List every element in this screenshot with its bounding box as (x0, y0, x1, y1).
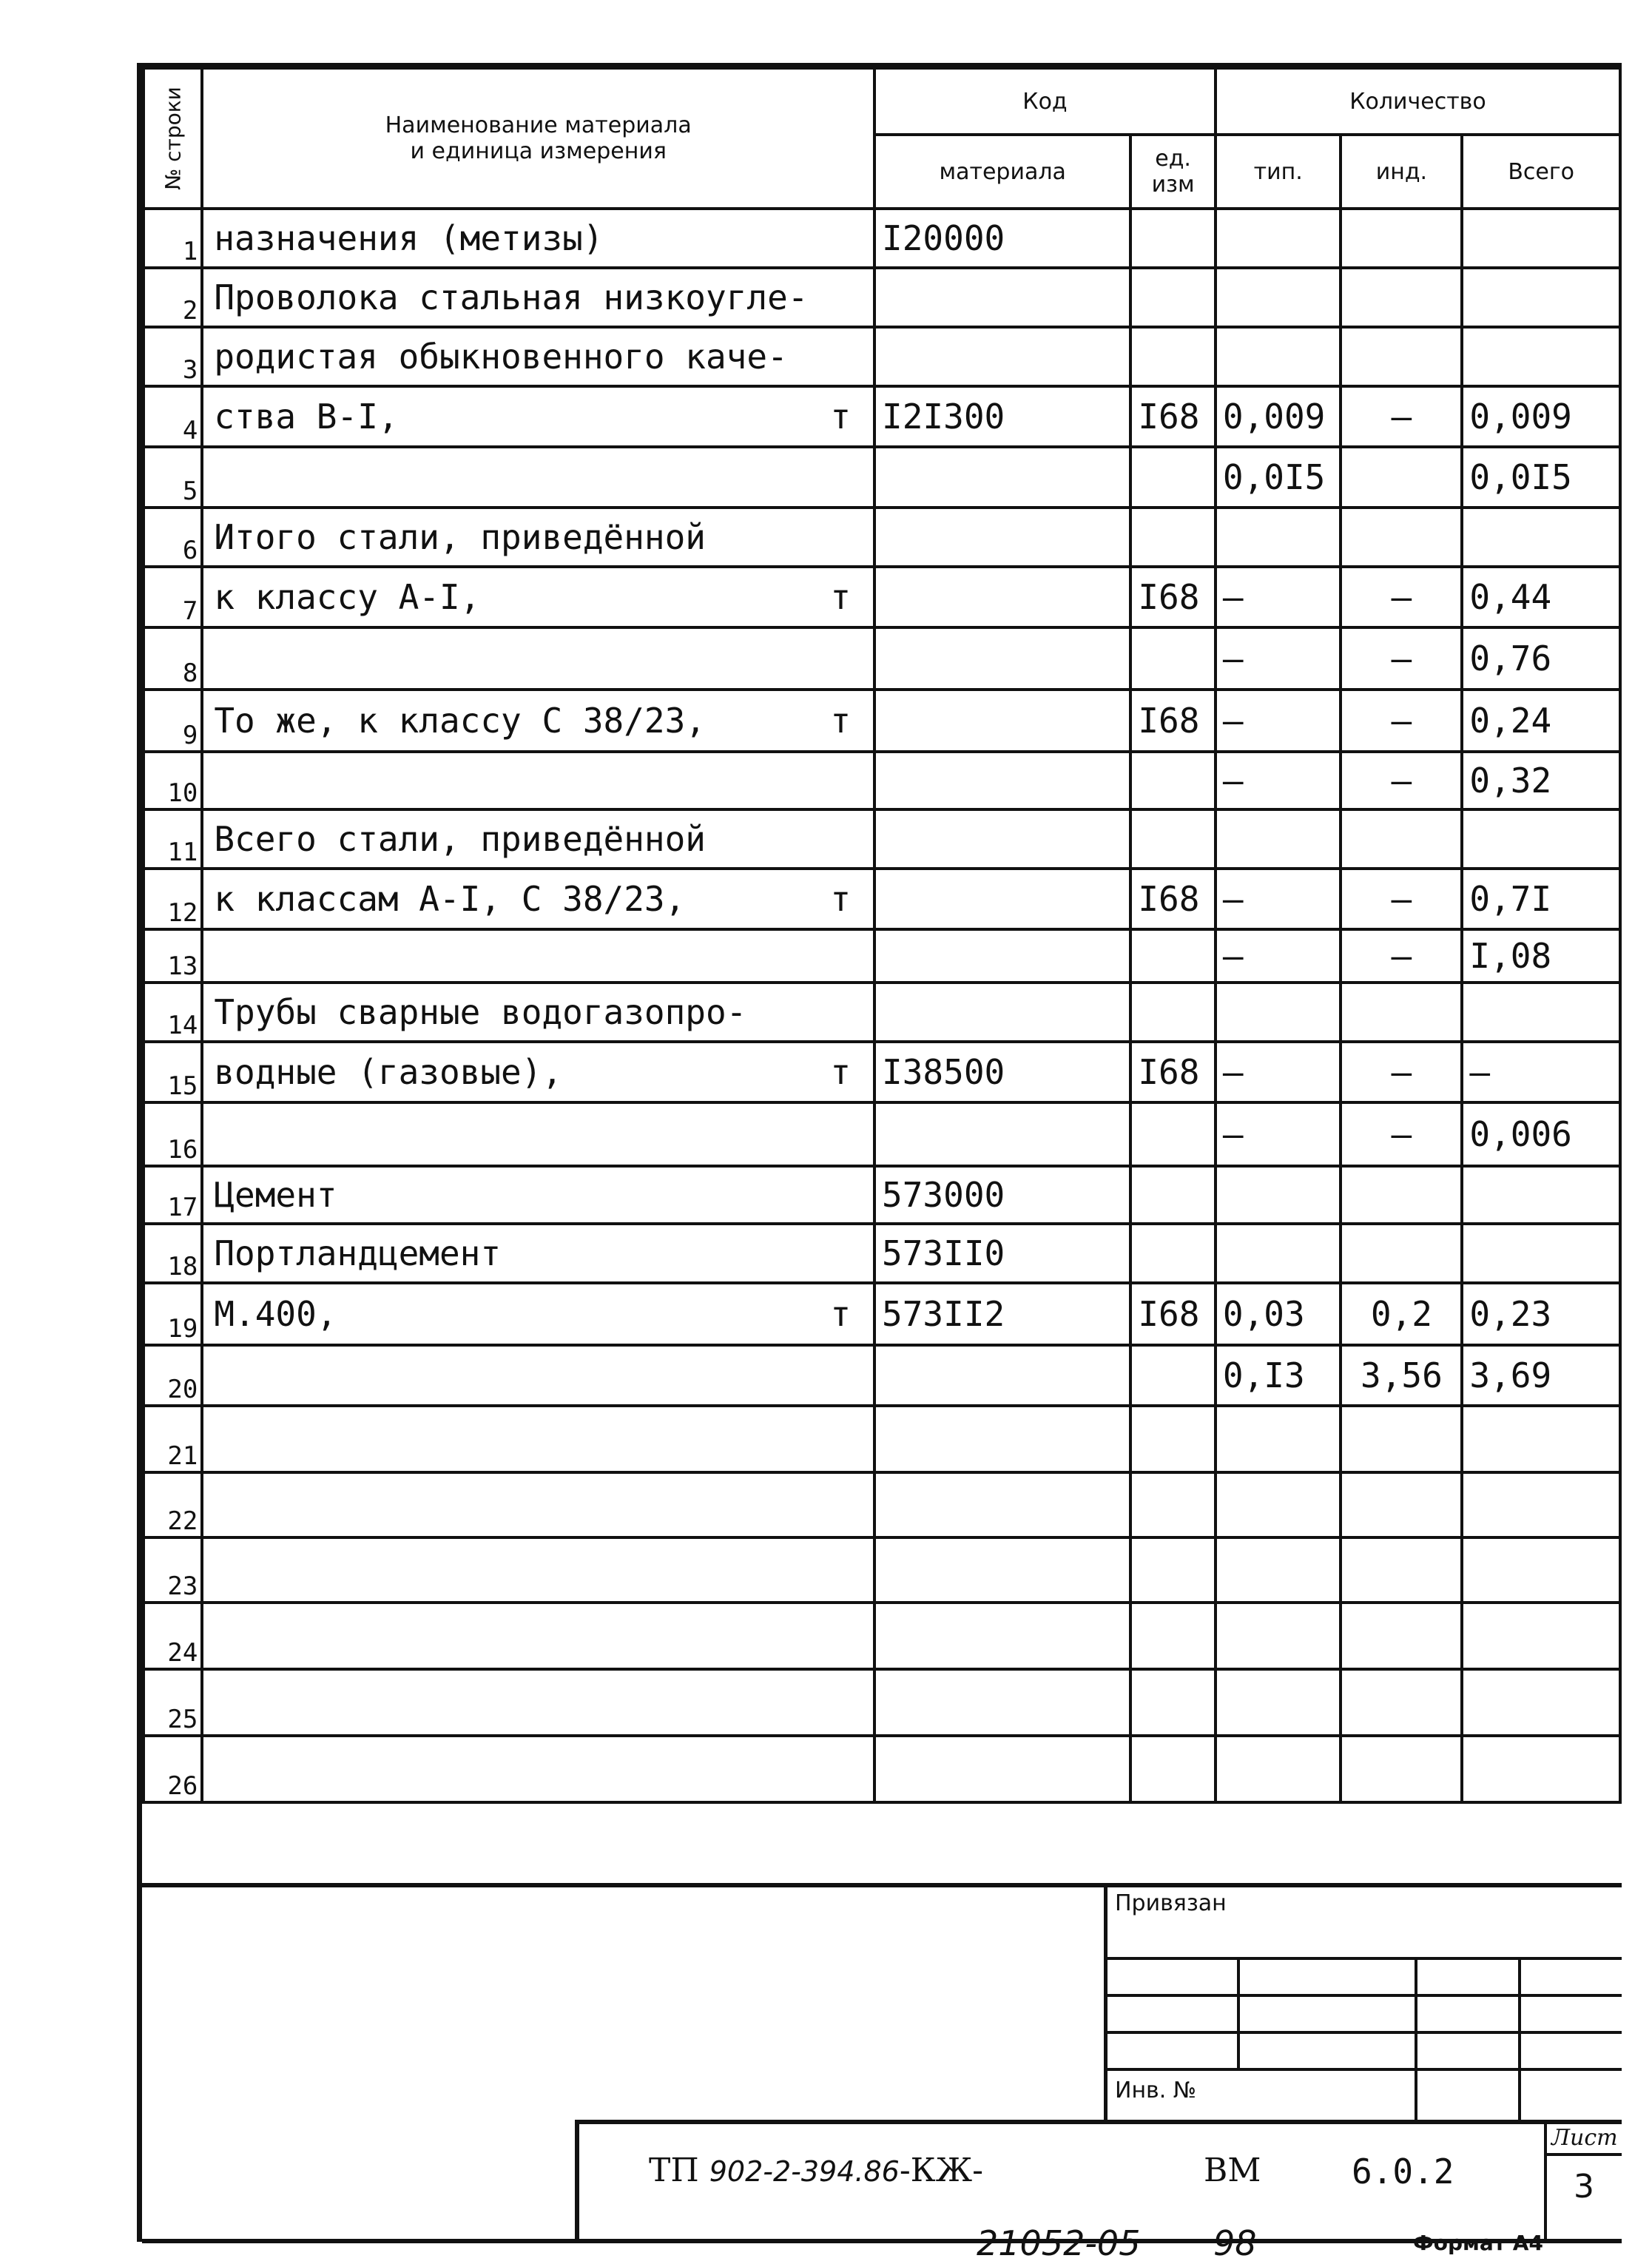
row-number: 12 (144, 869, 202, 929)
material-name: Итого стали, приведённой (214, 517, 706, 557)
material-code (874, 1736, 1130, 1802)
unit-code (1130, 1669, 1216, 1736)
qty-typ (1216, 268, 1341, 327)
material-code (874, 1669, 1130, 1736)
row-number: 18 (144, 1224, 202, 1283)
material-name-cell (202, 1537, 874, 1603)
doc-type: ВМ (1204, 2152, 1261, 2189)
material-name: Всего стали, приведённой (214, 819, 706, 859)
row-number: 3 (144, 327, 202, 386)
material-name: Проволока стальная низкоугле- (214, 277, 809, 317)
qty-typ: – (1216, 627, 1341, 690)
qty-ind: – (1341, 869, 1462, 929)
unit-code (1130, 1345, 1216, 1406)
row-number: 26 (144, 1736, 202, 1802)
header-code: Код (874, 68, 1216, 135)
material-code (874, 1102, 1130, 1166)
qty-typ (1216, 327, 1341, 386)
unit-code (1130, 327, 1216, 386)
qty-typ: – (1216, 869, 1341, 929)
row-number: 2 (144, 268, 202, 327)
main-title-top-border (575, 2120, 1622, 2124)
qty-total: 0,32 (1462, 752, 1620, 809)
qty-total (1462, 1537, 1620, 1603)
material-code (874, 268, 1130, 327)
qty-typ: – (1216, 929, 1341, 983)
qty-total: 0,006 (1462, 1102, 1620, 1166)
qty-total (1462, 508, 1620, 567)
row-number: 24 (144, 1603, 202, 1669)
qty-ind (1341, 268, 1462, 327)
format-label: Формат А4 (1413, 2231, 1543, 2255)
row-number: 5 (144, 447, 202, 508)
material-name: родистая обыкновенного каче- (214, 337, 788, 377)
material-name: к классу А-I, (214, 577, 481, 617)
material-name: водные (газовые), (214, 1052, 563, 1092)
material-name-cell (202, 1345, 874, 1406)
material-code: 573II0 (874, 1224, 1130, 1283)
materials-table (142, 67, 1622, 1804)
unit-code: I68 (1130, 386, 1216, 447)
unit-mark: т (830, 1294, 852, 1334)
material-name-cell (202, 447, 874, 508)
qty-ind (1341, 809, 1462, 869)
unit-code (1130, 1736, 1216, 1802)
material-name-cell (202, 983, 874, 1042)
qty-ind (1341, 447, 1462, 508)
material-name-cell (202, 1472, 874, 1537)
qty-typ (1216, 1603, 1341, 1669)
row-number: 10 (144, 752, 202, 809)
header-row-number: № строки (144, 68, 202, 209)
stamp-number: 21052-05 (977, 2223, 1141, 2263)
title-block-divider (1104, 1883, 1107, 2120)
sheet-label: Лист (1551, 2125, 1618, 2151)
material-name: Цемент (214, 1175, 337, 1215)
qty-typ: – (1216, 1102, 1341, 1166)
qty-typ (1216, 209, 1341, 268)
material-code (874, 627, 1130, 690)
table-row (144, 1166, 1620, 1224)
qty-total (1462, 1669, 1620, 1736)
unit-code: I68 (1130, 567, 1216, 627)
material-code (874, 1345, 1130, 1406)
table-row (144, 1345, 1620, 1406)
qty-ind: – (1341, 567, 1462, 627)
qty-total (1462, 1224, 1620, 1283)
material-code: I38500 (874, 1042, 1130, 1102)
material-name-cell (202, 268, 874, 327)
header-code-unit: ед. изм (1130, 135, 1216, 209)
header-quantity: Количество (1216, 68, 1620, 135)
unit-mark: т (830, 577, 852, 617)
material-name-cell (202, 1283, 874, 1345)
row-number: 17 (144, 1166, 202, 1224)
material-name: Трубы сварные водогазопро- (214, 992, 747, 1032)
table-row (144, 1603, 1620, 1669)
row-number: 16 (144, 1102, 202, 1166)
unit-code (1130, 983, 1216, 1042)
material-code: 573II2 (874, 1283, 1130, 1345)
qty-typ (1216, 1537, 1341, 1603)
unit-code: I68 (1130, 1283, 1216, 1345)
row-number: 4 (144, 386, 202, 447)
qty-ind (1341, 1224, 1462, 1283)
unit-code (1130, 209, 1216, 268)
material-name-cell (202, 627, 874, 690)
material-code (874, 1603, 1130, 1669)
qty-typ: – (1216, 752, 1341, 809)
table-row (144, 508, 1620, 567)
material-name-cell (202, 1736, 874, 1802)
qty-ind (1341, 1472, 1462, 1537)
row-number: 11 (144, 809, 202, 869)
row-number: 7 (144, 567, 202, 627)
material-name-cell (202, 508, 874, 567)
header-material-name: Наименование материала и единица измерения (202, 68, 874, 209)
table-row (144, 752, 1620, 809)
material-code: I2I300 (874, 386, 1130, 447)
row-number: 14 (144, 983, 202, 1042)
qty-ind: 3,56 (1341, 1345, 1462, 1406)
qty-typ: – (1216, 690, 1341, 752)
unit-code (1130, 508, 1216, 567)
qty-typ (1216, 1166, 1341, 1224)
row-number: 1 (144, 209, 202, 268)
qty-ind (1341, 1406, 1462, 1472)
qty-total (1462, 268, 1620, 327)
unit-code: I68 (1130, 1042, 1216, 1102)
table-row (144, 1736, 1620, 1802)
material-code (874, 869, 1130, 929)
material-name-cell (202, 1406, 874, 1472)
document-sheet (137, 63, 1622, 2242)
sheet-box-divider (1544, 2153, 1622, 2156)
row-number: 6 (144, 508, 202, 567)
qty-ind (1341, 508, 1462, 567)
material-name-cell (202, 1669, 874, 1736)
title-vline-1 (1237, 1957, 1240, 2068)
row-number: 8 (144, 627, 202, 690)
row-number: 23 (144, 1537, 202, 1603)
qty-ind (1341, 1736, 1462, 1802)
row-number: 22 (144, 1472, 202, 1537)
table-row (144, 209, 1620, 268)
qty-ind: – (1341, 1102, 1462, 1166)
qty-typ (1216, 1224, 1341, 1283)
material-code (874, 447, 1130, 508)
unit-code (1130, 627, 1216, 690)
material-name-cell (202, 690, 874, 752)
material-code (874, 327, 1130, 386)
qty-ind: – (1341, 386, 1462, 447)
table-row (144, 567, 1620, 627)
qty-total: I,08 (1462, 929, 1620, 983)
qty-typ (1216, 1669, 1341, 1736)
row-number: 15 (144, 1042, 202, 1102)
qty-ind (1341, 1166, 1462, 1224)
material-code (874, 567, 1130, 627)
header-qty-typ: тип. (1216, 135, 1341, 209)
row-number: 25 (144, 1669, 202, 1736)
table-row (144, 327, 1620, 386)
sheet-number: 3 (1574, 2168, 1594, 2206)
title-line-3 (1104, 2031, 1622, 2034)
unit-code (1130, 268, 1216, 327)
material-code (874, 752, 1130, 809)
material-code (874, 1472, 1130, 1537)
material-code: I20000 (874, 209, 1130, 268)
material-name: То же, к классу С 38/23, (214, 701, 706, 741)
qty-ind (1341, 209, 1462, 268)
header-qty-total: Всего (1462, 135, 1620, 209)
qty-typ (1216, 1736, 1341, 1802)
table-row (144, 1472, 1620, 1537)
unit-code (1130, 1406, 1216, 1472)
qty-ind: – (1341, 1042, 1462, 1102)
row-number: 9 (144, 690, 202, 752)
table-row (144, 1537, 1620, 1603)
material-name: Портландцемент (214, 1233, 502, 1273)
qty-total: 0,23 (1462, 1283, 1620, 1345)
table-row (144, 809, 1620, 869)
qty-typ (1216, 1472, 1341, 1537)
material-name-cell (202, 1166, 874, 1224)
table-row (144, 983, 1620, 1042)
qty-ind (1341, 1669, 1462, 1736)
attached-label: Привязан (1115, 1890, 1227, 1916)
row-number: 13 (144, 929, 202, 983)
table-row (144, 1102, 1620, 1166)
material-name-cell (202, 327, 874, 386)
table-row (144, 386, 1620, 447)
material-name-cell (202, 567, 874, 627)
material-code (874, 690, 1130, 752)
qty-total (1462, 1472, 1620, 1537)
title-block-top-border (142, 1883, 1622, 1887)
material-name-cell (202, 1603, 874, 1669)
title-line-2 (1104, 1994, 1622, 1997)
qty-typ: – (1216, 1042, 1341, 1102)
unit-code (1130, 1472, 1216, 1537)
row-number: 20 (144, 1345, 202, 1406)
qty-total: 0,0I5 (1462, 447, 1620, 508)
material-code (874, 508, 1130, 567)
material-name-cell (202, 209, 874, 268)
table-row (144, 929, 1620, 983)
unit-code (1130, 809, 1216, 869)
table-row (144, 1224, 1620, 1283)
material-code (874, 983, 1130, 1042)
qty-total (1462, 1406, 1620, 1472)
sheet-bottom-border (142, 2239, 1622, 2243)
qty-total: 0,009 (1462, 386, 1620, 447)
material-name-cell (202, 752, 874, 809)
material-code (874, 1406, 1130, 1472)
table-row (144, 627, 1620, 690)
qty-ind: – (1341, 929, 1462, 983)
qty-typ: 0,03 (1216, 1283, 1341, 1345)
unit-code (1130, 1537, 1216, 1603)
material-code: 573000 (874, 1166, 1130, 1224)
title-vline-3 (1518, 1957, 1521, 2120)
header-code-material: материала (874, 135, 1130, 209)
table-row (144, 690, 1620, 752)
material-name-cell (202, 929, 874, 983)
material-code (874, 1537, 1130, 1603)
qty-typ: 0,0I5 (1216, 447, 1341, 508)
sheet-box-border (1544, 2120, 1547, 2242)
qty-typ (1216, 1406, 1341, 1472)
qty-total: 0,24 (1462, 690, 1620, 752)
table-row (144, 268, 1620, 327)
qty-typ (1216, 809, 1341, 869)
unit-code (1130, 1603, 1216, 1669)
qty-ind (1341, 327, 1462, 386)
material-code (874, 929, 1130, 983)
unit-mark: т (830, 1052, 852, 1092)
material-name-cell (202, 809, 874, 869)
qty-ind: – (1341, 690, 1462, 752)
material-name: назначения (метизы) (214, 218, 604, 258)
material-name-cell (202, 1102, 874, 1166)
unit-mark: т (830, 701, 852, 741)
qty-typ (1216, 508, 1341, 567)
table-row (144, 1042, 1620, 1102)
qty-ind (1341, 1537, 1462, 1603)
material-name-cell (202, 1224, 874, 1283)
table-row (144, 869, 1620, 929)
unit-mark: т (830, 879, 852, 919)
qty-typ: 0,009 (1216, 386, 1341, 447)
main-title-left-border (575, 2120, 579, 2242)
qty-ind: 0,2 (1341, 1283, 1462, 1345)
qty-typ: 0,I3 (1216, 1345, 1341, 1406)
unit-code (1130, 929, 1216, 983)
row-number: 19 (144, 1283, 202, 1345)
stamp-page: 98 (1213, 2223, 1257, 2263)
qty-total (1462, 983, 1620, 1042)
material-code (874, 809, 1130, 869)
title-line-1 (1104, 1957, 1622, 1960)
material-name: ства В-I, (214, 397, 399, 437)
table-row (144, 1669, 1620, 1736)
table-row (144, 1406, 1620, 1472)
qty-typ (1216, 983, 1341, 1042)
qty-typ: – (1216, 567, 1341, 627)
material-name: к классам А-I, С 38/23, (214, 879, 686, 919)
table-row (144, 447, 1620, 508)
qty-total: 3,69 (1462, 1345, 1620, 1406)
qty-ind (1341, 983, 1462, 1042)
material-name-cell (202, 386, 874, 447)
qty-total (1462, 209, 1620, 268)
qty-total: 0,76 (1462, 627, 1620, 690)
doc-section: 6.0.2 (1352, 2152, 1454, 2191)
qty-total (1462, 809, 1620, 869)
qty-ind (1341, 1603, 1462, 1669)
row-number: 21 (144, 1406, 202, 1472)
unit-mark: т (830, 397, 852, 437)
unit-code: I68 (1130, 690, 1216, 752)
header-qty-ind: инд. (1341, 135, 1462, 209)
qty-total: 0,44 (1462, 567, 1620, 627)
qty-ind: – (1341, 752, 1462, 809)
unit-code (1130, 1224, 1216, 1283)
qty-total (1462, 1736, 1620, 1802)
unit-code (1130, 447, 1216, 508)
qty-ind: – (1341, 627, 1462, 690)
material-name-cell (202, 869, 874, 929)
table-header-row-1 (144, 68, 1620, 135)
title-line-4 (1104, 2068, 1622, 2071)
qty-total (1462, 327, 1620, 386)
qty-total: – (1462, 1042, 1620, 1102)
qty-total (1462, 1603, 1620, 1669)
qty-total (1462, 1166, 1620, 1224)
unit-code (1130, 1102, 1216, 1166)
qty-total: 0,7I (1462, 869, 1620, 929)
unit-code (1130, 1166, 1216, 1224)
unit-code (1130, 752, 1216, 809)
material-name: М.400, (214, 1294, 337, 1334)
table-row (144, 1283, 1620, 1345)
unit-code: I68 (1130, 869, 1216, 929)
inv-no-label: Инв. № (1115, 2078, 1197, 2103)
title-vline-2 (1415, 1957, 1417, 2120)
doc-designation: ТП 902-2-394.86-КЖ- (649, 2152, 984, 2189)
material-name-cell (202, 1042, 874, 1102)
